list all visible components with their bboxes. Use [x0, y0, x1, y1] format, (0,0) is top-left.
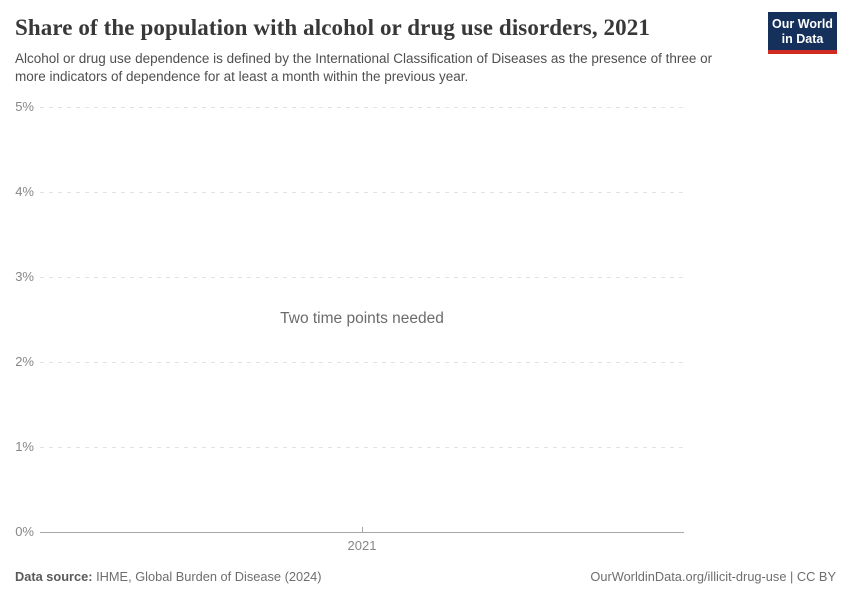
chart-title: Share of the population with alcohol or drug use disorders, 2021 [15, 15, 650, 40]
x-axis-tickmark [362, 527, 363, 532]
data-source-value: IHME, Global Burden of Disease (2024) [92, 569, 322, 584]
data-source-line [15, 569, 322, 584]
owid-logo-line1: Our World [772, 17, 833, 31]
gridline [40, 362, 684, 363]
owid-logo-line2: in Data [781, 31, 824, 46]
gridline [40, 192, 684, 193]
gridline [40, 107, 684, 108]
x-axis-line [40, 532, 684, 533]
y-axis-tick-label: 5% [15, 99, 34, 114]
y-axis-tick-label: 2% [15, 354, 34, 369]
x-axis-tick-label: 2021 [347, 538, 377, 553]
no-data-message: Two time points needed [280, 310, 444, 327]
y-axis-tick-label: 4% [15, 184, 34, 199]
gridline [40, 277, 684, 278]
gridline [40, 447, 684, 448]
y-axis-tick-label: 1% [15, 439, 34, 454]
y-axis-tick-label: 3% [15, 269, 34, 284]
y-axis-tick-label: 0% [15, 524, 34, 539]
data-source-label: Data source: [15, 569, 93, 584]
footer-credit-link[interactable]: OurWorldinData.org/illicit-drug-use | CC BY [590, 569, 836, 584]
chart-subtitle: Alcohol or drug use dependence is defined by the International Classification of Diseases as the presence of three or more indicators of dependence for at least a month within the previous year. [15, 51, 713, 84]
